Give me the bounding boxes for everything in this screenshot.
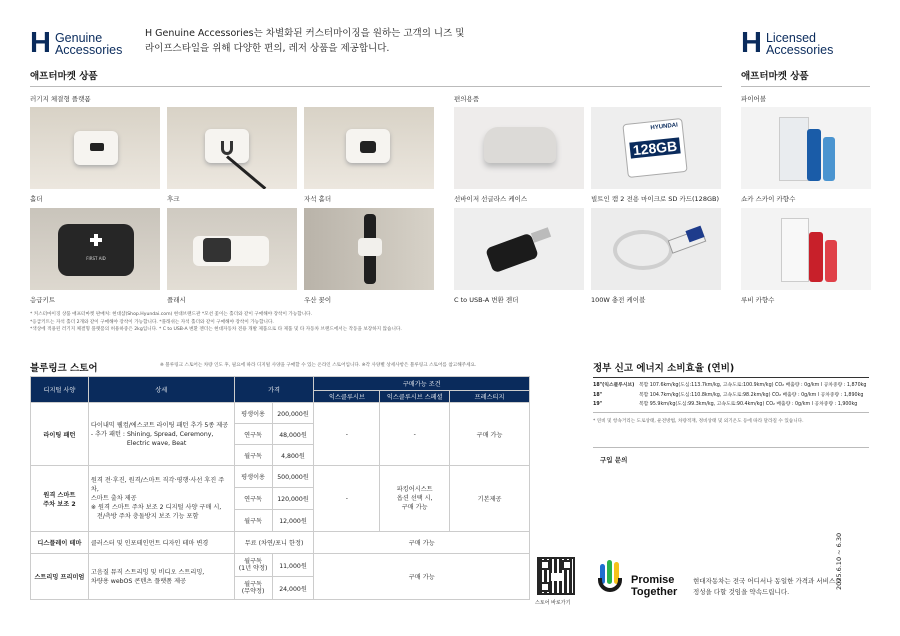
promise-together-icon bbox=[598, 558, 626, 598]
table-row bbox=[31, 554, 530, 577]
caption-rubi: 루비 카향수 bbox=[741, 296, 775, 304]
bluelink-title: 블루링크 스토어 bbox=[30, 363, 98, 374]
charging-cable-image bbox=[591, 208, 721, 290]
promise-text-line2: 정성을 다할 것임을 약속드립니다. bbox=[693, 588, 790, 596]
price-value: 4,800원 bbox=[272, 445, 314, 466]
cond-exclusive: - bbox=[314, 466, 380, 532]
h-mark: H bbox=[30, 27, 51, 59]
cond-line: 옵션 선택 시, bbox=[396, 495, 433, 502]
energy-key: 19" bbox=[593, 402, 603, 407]
promotion-period: 2025.6.10 ~ 6.30 bbox=[835, 532, 843, 590]
caption-charging-cable: 100W 충전 케이블 bbox=[591, 296, 646, 304]
promise-line1: Promise bbox=[631, 574, 675, 586]
th-price: 가격 bbox=[234, 377, 314, 403]
aftermarket-notes bbox=[30, 311, 590, 334]
table-row bbox=[31, 403, 530, 424]
section-title-aftermarket: 애프터마켓 상품 bbox=[30, 71, 98, 82]
shoka-perfume-image bbox=[741, 107, 871, 189]
row-name: 원격 스마트 bbox=[43, 491, 76, 499]
row-price: 무료 (차연/포니 한정) bbox=[234, 532, 314, 554]
flashlight-image bbox=[167, 208, 297, 290]
promise-text-line1: 현대자동차는 전국 어디서나 동일한 가격과 서비스로 bbox=[693, 577, 842, 585]
sd-capacity: 128GB bbox=[629, 137, 680, 158]
genuine-line1: Genuine bbox=[54, 30, 103, 45]
th-prestige: 프레스티지 bbox=[450, 391, 530, 403]
cond-exclusive: - bbox=[314, 403, 380, 466]
note-line: * 커스터마이징 상품 애프터마켓 판매처: 현대샵(Shop.Hyundai.com) 현대브랜드관 *모션 꽃이는 홀더와 같이 구매해야 장착이 가능합니다. bbox=[30, 312, 313, 317]
energy-value: 복합 95.9km/kg(도심:99.3km/kg, 고속도로:90.4km/kg) CO₂ 배출량 : 0g/km l 공차중량 : 1,900kg bbox=[639, 402, 858, 407]
kit-label: FIRST AID bbox=[86, 256, 106, 261]
note-line: *응급키트는 자석 홀더 2개와 같이 구매해야 장착이 가능합니다. *플래쉬는 자석 홀더와 같이 구매해야 장착이 가능합니다. bbox=[30, 319, 274, 325]
th-detail: 상세 bbox=[88, 377, 234, 403]
caption-shoka: 쇼카 스카이 카향수 bbox=[741, 195, 796, 203]
caption-sunglass-case: 선바이저 선글라스 케이스 bbox=[454, 195, 528, 203]
qr-code[interactable] bbox=[537, 557, 575, 595]
caption-umbrella: 우산 꽂이 bbox=[304, 296, 332, 304]
th-conditions: 구매가능 조건 bbox=[314, 377, 530, 391]
cond-line: 파킹어시스트 bbox=[396, 486, 433, 493]
price-label: 평생이용 bbox=[234, 466, 272, 488]
hook-image bbox=[167, 107, 297, 189]
intro-text bbox=[145, 26, 464, 56]
cond-line: 구매 가능 bbox=[401, 504, 428, 511]
qr-caption: 스토어 바로가기 bbox=[535, 600, 571, 606]
price-label: 월구독 bbox=[244, 581, 263, 588]
detail-line: ※ 원격 스마트 주차 보조 2 디지털 사양 구매 시, bbox=[90, 504, 222, 511]
cond-prestige: 기본제공 bbox=[450, 466, 530, 532]
price-label: 연구독 bbox=[234, 488, 272, 510]
promise-together-logo bbox=[631, 575, 677, 598]
umbrella-holder-image bbox=[304, 208, 434, 290]
row-name: 디스플레이 테마 bbox=[31, 532, 89, 554]
table-row bbox=[31, 466, 530, 488]
row-condition: 구매 가능 bbox=[314, 554, 530, 600]
price-label: (1년 약정) bbox=[238, 565, 268, 572]
energy-row bbox=[593, 381, 873, 391]
energy-title: 정부 신고 에너지 소비효율 (연비) bbox=[593, 363, 735, 374]
usb-adapter-image bbox=[454, 208, 584, 290]
caption-first-aid: 응급키트 bbox=[30, 296, 56, 304]
row-name: 주차 보조 2 bbox=[43, 500, 76, 508]
energy-list bbox=[593, 381, 873, 410]
caption-sd-card: 빌트인 캠 2 전용 마이크로 SD 카드(128GB) bbox=[591, 195, 719, 203]
detail-line: 차량용 webOS 콘텐츠 플랫폼 제공 bbox=[90, 577, 187, 585]
price-value: 120,000원 bbox=[272, 488, 314, 510]
holder-image bbox=[30, 107, 160, 189]
row-name: 라이팅 패턴 bbox=[31, 403, 89, 466]
perfume-title: 파이어볼 bbox=[741, 95, 767, 103]
table-row bbox=[31, 532, 530, 554]
intro-line2: 라이프스타일을 위해 다양한 편의, 레저 상품을 제공합니다. bbox=[145, 43, 390, 54]
h-mark: H bbox=[741, 27, 762, 59]
price-value: 500,000원 bbox=[272, 466, 314, 488]
price-value: 24,000원 bbox=[272, 577, 314, 600]
detail-line: 전/측방 주차 충돌방지 보조 기능 포함 bbox=[96, 513, 199, 520]
luggage-platform-title: 러기지 체결형 플랫폼 bbox=[30, 95, 91, 103]
price-value: 200,000원 bbox=[272, 403, 314, 424]
licensed-line1: Licensed bbox=[765, 30, 816, 45]
rubi-perfume-image bbox=[741, 208, 871, 290]
inquiry-label: 구입 문의 bbox=[600, 456, 628, 464]
price-label: 월구독 bbox=[234, 510, 272, 532]
caption-holder: 홀더 bbox=[30, 195, 43, 203]
convenience-title: 편의용품 bbox=[454, 95, 480, 103]
caption-usb-adapter: C to USB-A 변환 젠더 bbox=[454, 296, 519, 304]
note-line: *색상에 적용된 러기지 체결형 플랫폼의 허용하중은 2kg입니다. * C to USB-A 변환 젠더는 현대자동차 전용 개발 제품으로 타 제품 및 타 자동차 브랜드에서는 작동을 보장하지 않습니다. bbox=[30, 327, 402, 332]
price-label: 월구독 bbox=[234, 445, 272, 466]
sd-brand: HYUNDAI bbox=[650, 122, 679, 132]
detail-line: - 추가 패턴 : Shining, Spread, Ceremony, bbox=[90, 430, 214, 438]
magnet-holder-image bbox=[304, 107, 434, 189]
cond-exclusive-special: - bbox=[380, 403, 450, 466]
first-aid-kit-image bbox=[30, 208, 160, 290]
row-condition: 구매 가능 bbox=[314, 532, 530, 554]
row-detail: 클러스터 및 인포테인먼트 디자인 테마 변경 bbox=[88, 532, 234, 554]
detail-line: 원격 전·후진, 원격/스마트 직각·평행·사선 후진 주차, bbox=[90, 477, 225, 493]
price-value: 48,000원 bbox=[272, 424, 314, 445]
th-exclusive: 익스클루시브 bbox=[314, 391, 380, 403]
th-exclusive-special: 익스클루시브 스페셜 bbox=[380, 391, 450, 403]
promise-text bbox=[693, 576, 841, 598]
detail-line: Electric wave, Beat bbox=[126, 439, 187, 447]
price-value: 12,000원 bbox=[272, 510, 314, 532]
energy-row bbox=[593, 391, 873, 401]
price-label: 연구독 bbox=[234, 424, 272, 445]
detail-line: 다이내믹 웰컴/에스코트 라이팅 패턴 추가 5종 제공 bbox=[90, 421, 229, 429]
price-label: 월구독 bbox=[244, 558, 263, 565]
energy-key: 18" bbox=[593, 392, 603, 398]
energy-value: 복합 107.6km/kg(도심:113.7km/kg, 고속도로:100.9km/kg) CO₂ 배출량 : 0g/km l 공차중량 : 1,870kg bbox=[639, 383, 867, 388]
th-spec: 디지털 사양 bbox=[31, 377, 89, 403]
caption-magnet-holder: 자석 홀더 bbox=[304, 195, 332, 203]
intro-line1: H Genuine Accessories는 차별화된 커스터마이징을 원하는 고객의 니즈 및 bbox=[145, 28, 465, 39]
caption-flashlight: 플래시 bbox=[167, 296, 186, 304]
price-value: 11,000원 bbox=[272, 554, 314, 577]
licensed-line2: Accessories bbox=[765, 42, 834, 57]
bluelink-table bbox=[30, 376, 530, 600]
promise-line2: Together bbox=[631, 585, 678, 598]
detail-line: 스마트 출차 제공 bbox=[90, 495, 137, 502]
energy-note: * 연비 및 항속거리는 도로상태, 운전방법, 차량적재, 정비상태 및 외기온도 등에 따라 달라질 수 있습니다. bbox=[593, 419, 804, 424]
genuine-accessories-logo bbox=[30, 29, 122, 58]
section-title-aftermarket-right: 애프터마켓 상품 bbox=[741, 71, 809, 82]
cond-prestige: 구매 가능 bbox=[450, 403, 530, 466]
row-name: 스트리밍 프리미엄 bbox=[31, 554, 89, 600]
bluelink-note: ※ 블루링크 스토어는 차량 인도 후, 필요에 따라 디지털 사양을 구매할 수 있는 온라인 스토어입니다. ※각 사양별 상세사항은 블루링크 스토어를 참고해주세요. bbox=[160, 363, 477, 368]
sd-card-image bbox=[591, 107, 721, 189]
energy-value: 복합 104.7km/kg(도심:110.8km/kg, 고속도로:98.2km/kg) CO₂ 배출량 : 0g/km l 공차중량 : 1,890kg bbox=[639, 392, 864, 398]
genuine-line2: Accessories bbox=[54, 42, 123, 57]
sunglass-case-image bbox=[454, 107, 584, 189]
energy-key: 18"(익스클루시브) bbox=[593, 383, 635, 388]
detail-line: 고음질 뮤직 스트리밍 및 비디오 스트리밍, bbox=[90, 568, 205, 576]
price-label: 평생이용 bbox=[234, 403, 272, 424]
licensed-accessories-logo bbox=[741, 29, 833, 58]
price-label: (무약정) bbox=[241, 588, 265, 595]
caption-hook: 후크 bbox=[167, 195, 180, 203]
energy-row bbox=[593, 400, 873, 410]
